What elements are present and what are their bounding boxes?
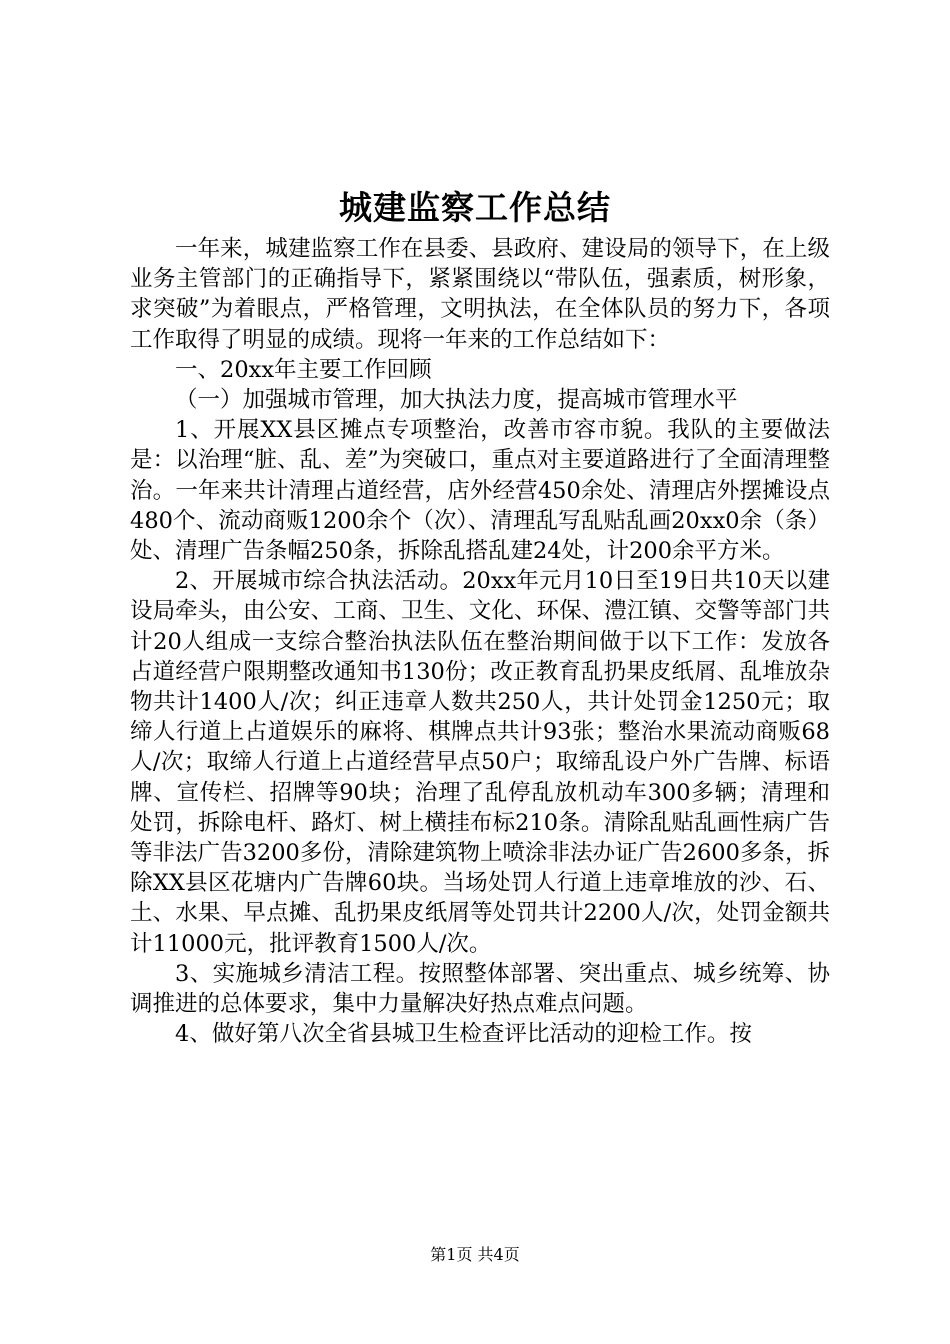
paragraph-item-4: 4、做好第八次全省县城卫生检查评比活动的迎检工作。按 (175, 1021, 752, 1048)
paragraph-item-1: 1、开展XX县区摊点专项整治，改善市容市貌。我队的主要做法是：以治理“脏、乱、差”为突破口，重点对主要道路进行了全面清理整治。一年来共计清理占道经营，店外经营450余处、清理店外摆摊设点480个、流动商贩1200余个（次）、清理乱写乱贴乱画20xx0余（条）处、清理广告条幅250条，拆除乱搭乱建24处，计200余平方米。 (130, 417, 830, 565)
document-body (130, 234, 830, 1049)
paragraph-intro: 一年来，城建监察工作在县委、县政府、建设局的领导下，在上级业务主管部门的正确指导下，紧紧围绕以“带队伍，强素质，树形象，求突破”为着眼点，严格管理，文明执法，在全体队员的努力下，各项工作取得了明显的成绩。现将一年来的工作总结如下： (130, 236, 830, 353)
paragraph-item-2: 2、开展城市综合执法活动。20xx年元月10日至19日共10天以建设局牵头，由公安、工商、卫生、文化、环保、澧江镇、交警等部门共计20人组成一支综合整治执法队伍在整治期间做于以下工作：发放各占道经营户限期整改通知书130份；改正教育乱扔果皮纸屑、乱堆放杂物共计1400人/次；纠正违章人数共250人，共计处罚金1250元；取缔人行道上占道娱乐的麻将、棋牌点共计93张；整治水果流动商贩68人/次；取缔人行道上占道经营早点50户；取缔乱设户外广告牌、标语牌、宣传栏、招牌等90块；治理了乱停乱放机动车300多辆；清理和处罚，拆除电杆、路灯、树上横挂布标210条。清除乱贴乱画性病广告等非法广告3200多份，清除建筑物上喷涂非法办证广告2600多条，拆除XX县区花塘内广告牌60块。当场处罚人行道上违章堆放的沙、石、土、水果、早点摊、乱扔果皮纸屑等处罚共计2200人/次，处罚金额共计11000元，批评教育1500人/次。 (130, 568, 830, 957)
subsection-heading: （一）加强城市管理，加大执法力度，提高城市管理水平 (175, 387, 738, 414)
document-title: 城建监察工作总结 (339, 188, 611, 227)
section-heading: 一、20xx年主要工作回顾 (175, 356, 432, 383)
page-number-footer: 第1页 共4页 (430, 1245, 520, 1264)
paragraph-item-3: 3、实施城乡清洁工程。按照整体部署、突出重点、城乡统筹、协调推进的总体要求，集中力量解决好热点难点问题。 (130, 960, 830, 1018)
